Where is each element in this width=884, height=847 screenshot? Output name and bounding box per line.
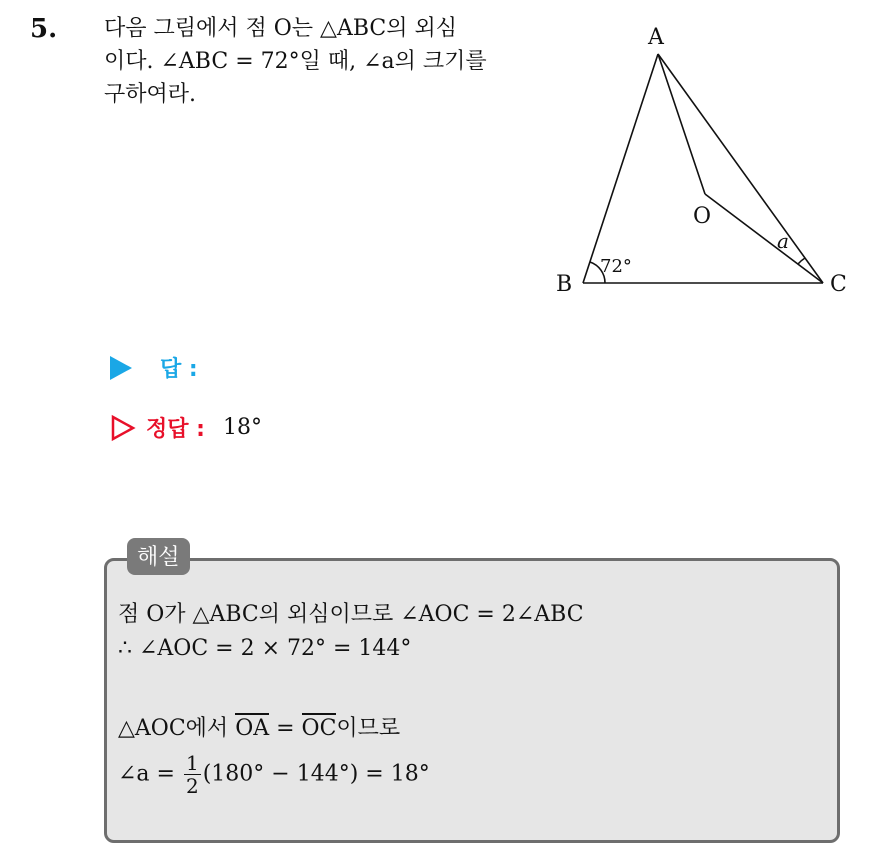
question-text <box>104 12 544 111</box>
answer-label: 답 : <box>160 357 198 382</box>
fraction-numerator: 1 <box>185 751 199 775</box>
solution-text: ∠a = <box>118 761 182 787</box>
solution-text: △AOC에서 <box>118 716 236 741</box>
segment-oa <box>658 54 705 194</box>
vertex-o-label: O <box>693 204 712 229</box>
solution-text: (180° − 144°) = 18° <box>202 761 430 787</box>
segment-oc <box>705 194 823 283</box>
angle-b-label: 72° <box>600 256 632 277</box>
question-line: 구하여라. <box>104 82 197 107</box>
correct-answer-value: 18° <box>222 415 262 440</box>
solution-line <box>118 711 400 742</box>
segment-oa-text: OA <box>235 713 269 741</box>
solution-text: 이므로 <box>336 716 401 741</box>
answer-row <box>110 352 198 383</box>
side-ab <box>583 54 658 283</box>
side-ac <box>658 54 823 283</box>
vertex-a-label: A <box>648 25 664 50</box>
segment-oc-text: OC <box>302 713 337 741</box>
play-icon <box>110 356 132 380</box>
vertex-b-label: B <box>556 272 573 297</box>
solution-tag: 해설 <box>127 538 190 575</box>
outline-triangle-icon <box>110 414 136 442</box>
solution-line <box>118 752 430 797</box>
question-line: 다음 그림에서 점 O는 △ABC의 외심 <box>104 16 457 41</box>
fraction <box>184 752 201 797</box>
angle-a-arc <box>798 258 805 264</box>
solution-text: = <box>269 716 302 741</box>
vertex-c-label: C <box>830 272 847 297</box>
triangle-figure <box>548 18 858 303</box>
solution-line: ∴ ∠AOC = 2 × 72° = 144° <box>118 636 412 661</box>
question-line: 이다. ∠ABC = 72°일 때, ∠a의 크기를 <box>104 49 487 74</box>
angle-a-label: a <box>777 229 789 253</box>
correct-answer-row <box>110 412 262 443</box>
correct-answer-label: 정답 : <box>146 417 205 442</box>
fraction-denominator: 2 <box>185 774 199 798</box>
question-number: 5. <box>30 14 58 44</box>
solution-line: 점 O가 △ABC의 외심이므로 ∠AOC = 2∠ABC <box>118 602 584 627</box>
